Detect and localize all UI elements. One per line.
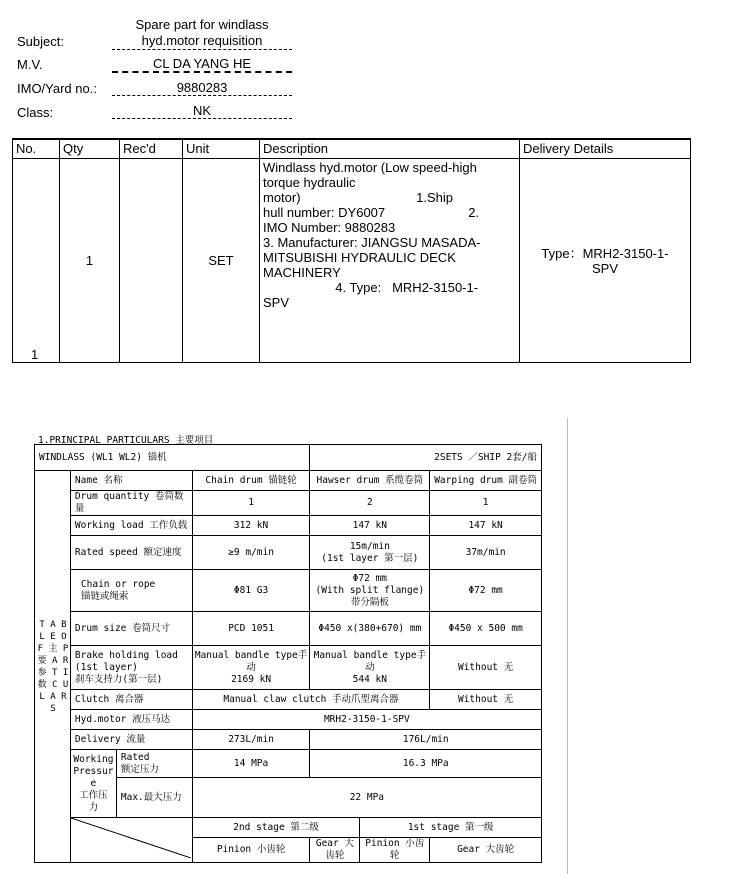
stage-2-gear: Gear 大齿轮 <box>310 838 360 863</box>
description-line: hull number: DY6007 2. <box>263 205 480 220</box>
description-line: Windlass hyd.motor (Low speed-high <box>263 160 477 175</box>
col-no: No. <box>13 139 60 159</box>
table-row <box>35 750 542 778</box>
row-warping: Without 无 <box>430 646 542 690</box>
col-chain-drum: Chain drum 锚链轮 <box>192 471 310 491</box>
col-hawser-drum: Hawser drum 系缆卷筒 <box>310 471 430 491</box>
row-hawser: 15m/min (1st layer 第一层) <box>310 536 430 570</box>
table-row <box>35 730 542 750</box>
stage-1-gear: Gear 大齿轮 <box>430 838 542 863</box>
table-row <box>35 491 542 516</box>
row-warping: 37m/min <box>430 536 542 570</box>
row-warping: 147 kN <box>430 516 542 536</box>
row-chain: Φ81 G3 <box>192 570 310 612</box>
table-row <box>35 516 542 536</box>
col-unit: Unit <box>183 139 260 159</box>
mv-value: CL DA YANG HE <box>112 56 292 73</box>
max-pressure-value: 22 MPa <box>192 778 541 818</box>
delivery-other: 176L/min <box>310 730 542 750</box>
row-hawser: 2 <box>310 491 430 516</box>
rated-pressure-label: Rated 额定压力 <box>116 750 192 778</box>
principal-particulars-scan <box>30 425 546 874</box>
table-row <box>35 710 542 730</box>
row-qty: 1 <box>60 159 120 363</box>
col-qty: Qty <box>60 139 120 159</box>
row-hawser: 147 kN <box>310 516 430 536</box>
row-description <box>260 159 520 363</box>
row-chain: ≥9 m/min <box>192 536 310 570</box>
row-chain: Manual bandle type手动 2169 kN <box>192 646 310 690</box>
subject-line-1: Spare part for windlass <box>135 17 269 32</box>
description-line: MACHINERY <box>263 265 341 280</box>
row-hawser: Manual bandle type手动 544 kN <box>310 646 430 690</box>
sets-per-ship: 2SETS ／SHIP 2套/船 <box>310 445 542 471</box>
table-row <box>35 646 542 690</box>
subject-line-2: hyd.motor requisition <box>112 33 292 50</box>
requisition-table <box>12 138 691 363</box>
table-row <box>35 536 542 570</box>
row-warping: 1 <box>430 491 542 516</box>
row-hawser: Φ72 mm (With split flange) 带分隔板 <box>310 570 430 612</box>
delivery-chain: 273L/min <box>192 730 310 750</box>
windlass-spec-table <box>34 444 542 863</box>
description-line: IMO Number: 9880283 <box>263 220 396 235</box>
stage-2: 2nd stage 第二级 <box>192 818 360 838</box>
mv-label: M.V. <box>17 57 43 72</box>
table-row <box>35 818 542 838</box>
col-name: Name 名称 <box>70 471 192 491</box>
row-recd <box>120 159 183 363</box>
table-row <box>13 159 691 363</box>
description-line: 3. Manufacturer: JIANGSU MASADA- <box>263 235 481 250</box>
section-title: 1.PRINCIPAL PARTICULARS 主要项目 <box>38 435 214 446</box>
table-row <box>35 690 542 710</box>
windlass-title: WINDLASS (WL1 WL2) 锚机 <box>35 445 310 471</box>
row-chain: 1 <box>192 491 310 516</box>
description-line: motor) 1.Ship <box>263 190 453 205</box>
row-name: Drum size 卷筒尺寸 <box>70 612 192 646</box>
row-no: 1 <box>13 159 60 363</box>
description-line: SPV <box>263 295 290 310</box>
col-description: Description <box>260 139 520 159</box>
rated-pressure-chain: 14 MPa <box>192 750 310 778</box>
row-hawser: Φ450 x(380+670) mm <box>310 612 430 646</box>
row-name: Working load 工作负载 <box>70 516 192 536</box>
description-line: MITSUBISHI HYDRAULIC DECK <box>263 250 456 265</box>
row-warping: Φ72 mm <box>430 570 542 612</box>
imo-value: 9880283 <box>112 80 292 96</box>
stage-2-pinion: Pinion 小齿轮 <box>192 838 310 863</box>
rated-pressure-other: 16.3 MPa <box>310 750 542 778</box>
delivery-name: Delivery 流量 <box>70 730 192 750</box>
col-warping-drum: Warping drum 副卷筒 <box>430 471 542 491</box>
row-chain: 312 kN <box>192 516 310 536</box>
row-warping: Φ450 x 500 mm <box>430 612 542 646</box>
description-line: 4. Type: MRH2-3150-1- <box>263 280 479 295</box>
table-row <box>35 612 542 646</box>
stage-1: 1st stage 第一级 <box>360 818 542 838</box>
row-unit: SET <box>183 159 260 363</box>
delivery-line-1: Type：MRH2-3150-1- <box>541 245 669 261</box>
imo-label: IMO/Yard no.: <box>17 81 97 96</box>
row-delivery <box>520 159 691 363</box>
requisition-header-row <box>13 139 691 159</box>
subject-value <box>112 17 292 50</box>
page-divider <box>567 418 568 874</box>
class-label: Class: <box>17 105 54 120</box>
clutch-value: Manual claw clutch 手动爪型离合器 <box>192 690 430 710</box>
row-chain: PCD 1051 <box>192 612 310 646</box>
working-pressure-label: Working Pressur e 工作压 力 <box>70 750 116 818</box>
side-label-particulars: T A B L E O F 主 P 要 A R 参 T I 数 C U L A R S <box>35 471 71 863</box>
hyd-motor-value: MRH2-3150-1-SPV <box>192 710 541 730</box>
delivery-line-2: SPV <box>591 260 618 276</box>
col-delivery: Delivery Details <box>520 139 691 159</box>
row-name: Chain or rope 锚链或绳索 <box>70 570 192 612</box>
col-recd: Rec'd <box>120 139 183 159</box>
diagonal-cell <box>70 818 192 863</box>
stage-1-pinion: Pinion 小齿轮 <box>360 838 430 863</box>
max-pressure-label: Max.最大压力 <box>116 778 192 818</box>
row-name: Drum quantity 卷筒数量 <box>70 491 192 516</box>
row-name: Rated speed 额定速度 <box>70 536 192 570</box>
subject-label: Subject: <box>17 34 64 49</box>
row-name: Brake holding load (1st layer) 刹车支持力(第一层) <box>70 646 192 690</box>
description-line: torque hydraulic <box>263 175 356 190</box>
table-row <box>35 445 542 471</box>
hyd-motor-name: Hyd.motor 液压马达 <box>70 710 192 730</box>
clutch-name: Clutch 离合器 <box>70 690 192 710</box>
diagonal-line <box>71 818 191 858</box>
table-row <box>35 471 542 491</box>
table-row <box>35 570 542 612</box>
clutch-warping: Without 无 <box>430 690 542 710</box>
class-value: NK <box>112 103 292 119</box>
